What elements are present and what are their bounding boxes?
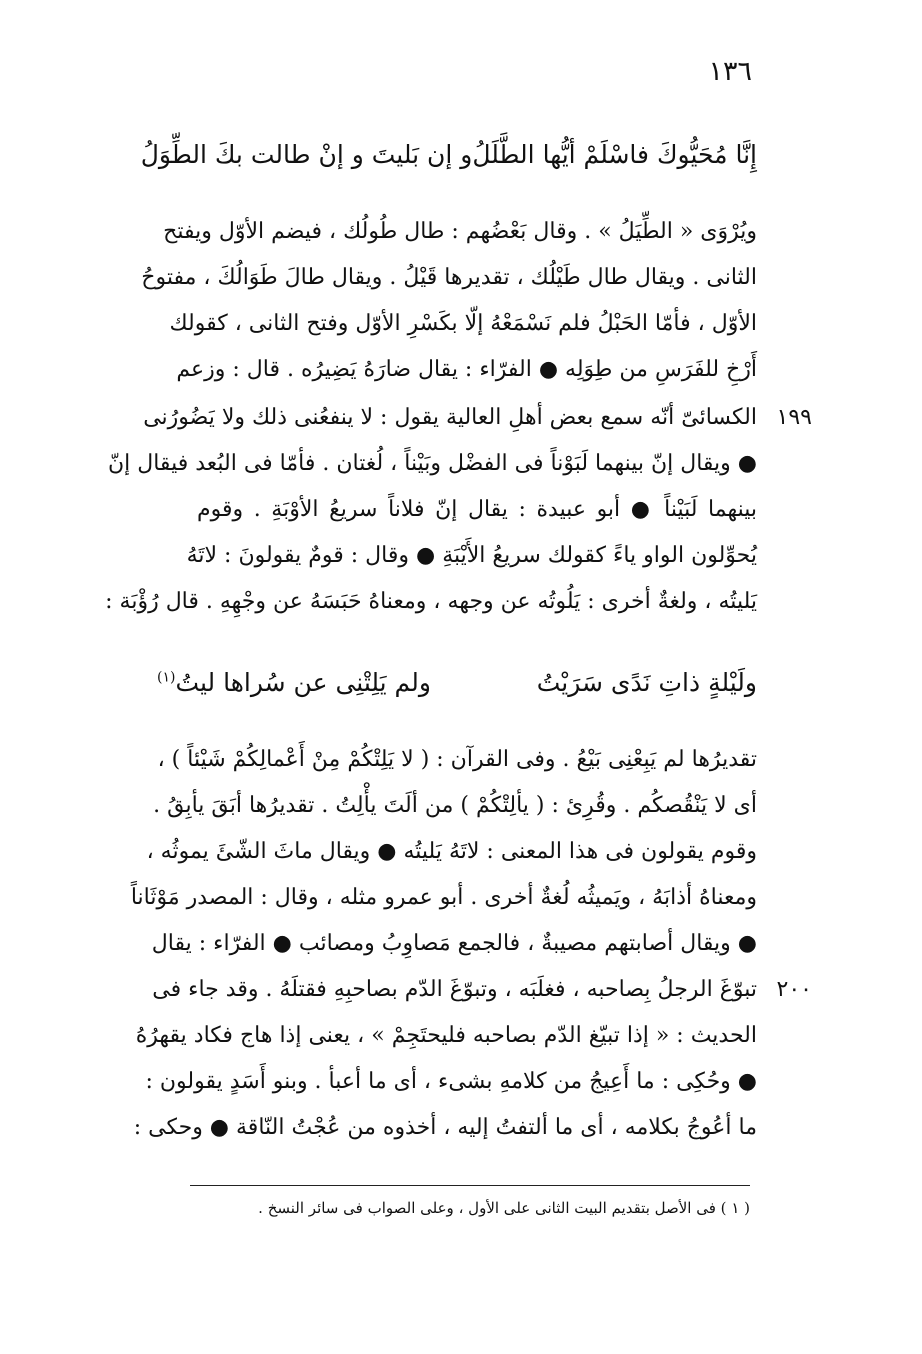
- text-line: تبوّغَ الرجلُ بِصاحبه ، فغلَبَه ، وتبوّغَ الدّم بصاحبِهِ فقتلَهُ . وقد جاء فى: [152, 977, 757, 1002]
- text-line: يَليتُه ، ولغةٌ أخرى : يَلُوتُه عن وجهه ، ومعناهُ حَبَسَهُ عن وجْهِهِ . قال رُؤْبَة :: [105, 589, 757, 614]
- verse-2-first-hemistich: ولَيْلةٍ ذاتِ نَدًى سَرَيْتُ: [536, 667, 757, 697]
- text-line: بينهما لَبَيْناً ● أبو عبيدة : يقال إنّ فلاناً سريعُ الأوْبَةِ . وقوم: [197, 497, 757, 522]
- poem-verse-2: [157, 662, 757, 702]
- verse-1-second-hemistich: و إن بَليتَ و إنْ طالت بكَ الطِّوَلُ: [140, 139, 473, 169]
- text-line: الثانى . ويقال طال طَيْلُك ، تقديرها قَيْلُ . ويقال طالَ طَوَالُكَ ، مفتوحُ: [141, 265, 757, 290]
- footnote-divider: [190, 1185, 750, 1186]
- text-line: ● ويقال إنّ بينهما لَبَوْناً فى الفضْل وبَيْناً ، لُغتان . فأمّا فى البُعد فيقال إنّ: [107, 451, 757, 476]
- text-line: الأوّل ، فأمّا الحَبْلُ فلم نَسْمَعْهُ إلّا بكَسْرِ الأوّل وفتح الثانى ، كقولك: [169, 311, 757, 336]
- text-line: وقوم يقولون فى هذا المعنى : لاتَهُ يَليتُه ● ويقال ماثَ الشّئَ يموثُه ،: [146, 839, 757, 864]
- entry-number-200: ٢٠٠: [776, 977, 812, 1002]
- verse-2-second-hemistich: [157, 668, 431, 697]
- text-line: أَرْخِ للفَرَسِ من طِوَلِه ● الفرّاء : يقال ضارَهُ يَضِيرُه . قال : وزعم: [176, 357, 757, 382]
- verse-2-second-hemistich-text: ولم يَلِتْنِى عن سُراها ليتُ: [175, 667, 431, 697]
- page-number: ١٣٦: [708, 56, 752, 87]
- text-line: الكسائىّ أنّه سمع بعض أهلِ العالية يقول : لا ينفعُنى ذلك ولا يَضُورُنى: [143, 405, 757, 430]
- text-line: الحديث : « إذا تبيّغ الدّم بصاحبه فليحتَجِمْ » ، يعنى إذا هاج فكاد يقهرُهُ: [135, 1023, 757, 1048]
- text-line: ● وحُكِى : ما أَعِيجُ من كلامهِ بشىء ، أى ما أعبأ . وبنو أَسَدٍ يقولون :: [145, 1069, 757, 1094]
- verse-1-first-hemistich: إِنَّا مُحَيُّوكَ فاسْلَمْ أيُّها الطَّلَلُ: [472, 139, 757, 169]
- text-line: أى لا يَنْقُصكُم . وقُرِئ : ( يألِتْكُمْ ) من ألَتَ يأْلِتُ . تقديرُها أبَقَ يأبِقُ .: [153, 793, 757, 818]
- entry-number-199: ١٩٩: [776, 405, 812, 430]
- text-line: ● ويقال أصابتهم مصيبةٌ ، فالجمع مَصاوِبُ ومصائب ● الفرّاء : يقال: [151, 931, 757, 956]
- text-line: ما أعُوجُ بكلامه ، أى ما ألتفتُ إليه ، أخذوه من عُجْتُ النّاقة ● وحكى :: [133, 1115, 757, 1140]
- text-line: ويُرْوَى « الطِّيَلُ » . وقال بَعْضُهم : طال طُولُك ، فيضم الأوّل ويفتح: [163, 219, 757, 244]
- text-line: تقديرُها لم يَبِعْنِى بَيْعُ . وفى القرآن : ( لا يَلِتْكُمْ مِنْ أَعْمالِكُمْ شَيْئاً ) ،: [157, 747, 757, 772]
- footnote: ( ١ ) فى الأصل بتقديم البيت الثانى على الأول ، وعلى الصواب فى سائر النسخ .: [258, 1199, 750, 1217]
- text-line: ومعناهُ أذابَهُ ، ويَميثُه لُغةٌ أخرى . أبو عمرو مثله ، وقال : المصدر مَوْثَاناً: [130, 885, 757, 910]
- text-line: يُحوِّلون الواو ياءً كقولك سريعُ الأَيْبَةِ ● وقال : قومٌ يقولونَ : لاتَهُ: [186, 543, 757, 568]
- footnote-reference: (١): [157, 669, 176, 686]
- poem-verse-1: [140, 134, 757, 174]
